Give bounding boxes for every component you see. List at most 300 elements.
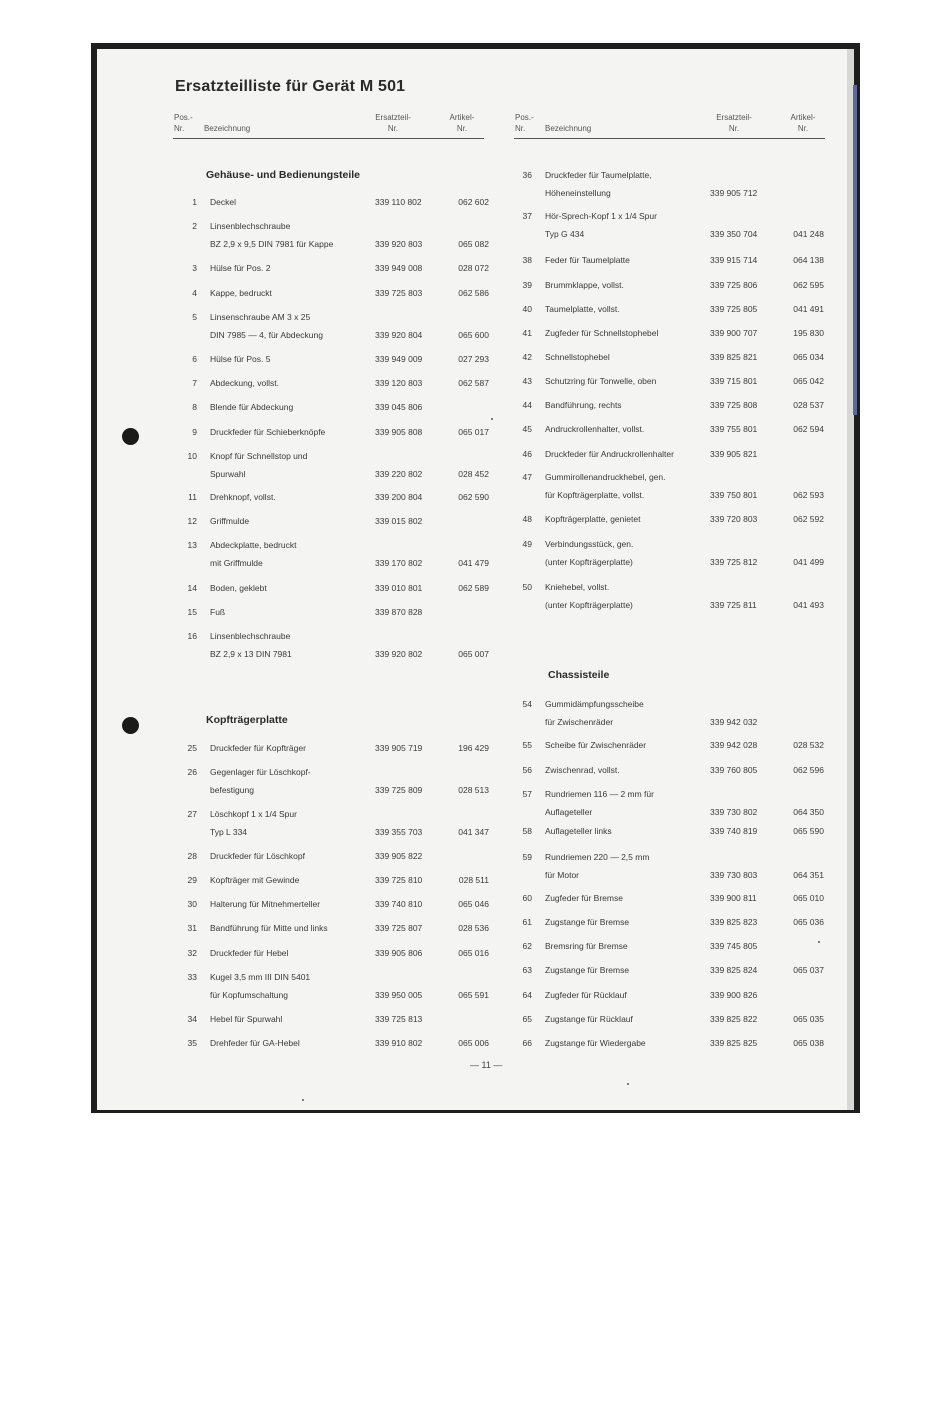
description-line: Fuß [210,607,226,617]
ersatzteil-number: 339 725 803 [375,288,423,298]
pos-number: 9 [192,427,197,437]
description-line: Hülse für Pos. 5 [210,354,271,364]
section-heading-gehaeuse: Gehäuse- und Bedienungsteile [206,169,361,181]
ersatzteil-number: 339 750 801 [710,489,758,500]
part-description [210,351,376,369]
ersatzteil-number: 339 725 807 [375,923,423,933]
part-description [210,513,376,531]
description-line: (unter Kopfträgerplatte) [545,599,633,610]
description-line: Zwischenrad, vollst. [545,765,620,775]
part-description [210,848,376,866]
description-line: mit Griffmulde [210,557,263,568]
ersatzteil-number: 339 825 822 [710,1014,758,1024]
description-line: Schnellstophebel [545,352,610,362]
header-artikel [442,112,482,134]
part-description [210,424,376,442]
part-description [545,252,711,270]
ersatzteil-number: 339 715 801 [710,376,758,386]
description-line: BZ 2,9 x 9,5 DIN 7981 für Kappe [210,238,334,249]
artikel-number: 065 082 [458,238,489,249]
description-line: Linsenblechschraube [210,221,291,231]
description-line: Zugfeder für Schnellstophebel [545,328,659,338]
description-line: Brummklappe, vollst. [545,280,624,290]
page-number: — 11 — [470,1060,503,1070]
pos-number: 12 [187,516,197,526]
description-line: Typ G 434 [545,228,585,239]
header-ers-line1: Ersatzteil- [375,113,411,122]
page-edge-strip [853,85,857,415]
part-description [545,849,711,884]
ersatzteil-number: 339 725 809 [375,784,423,795]
pos-number: 29 [187,875,197,885]
description-line: Hör-Sprech-Kopf 1 x 1/4 Spur [545,211,657,221]
ersatzteil-number: 339 900 811 [710,893,757,903]
ersatzteil-number: 339 725 806 [710,280,758,290]
pos-number: 64 [522,990,532,1000]
ersatzteil-number: 339 725 812 [710,556,758,567]
description-line: Boden, geklebt [210,583,267,593]
description-line: Bandführung, rechts [545,400,622,410]
artikel-number: 065 038 [793,1038,824,1048]
ersatzteil-number: 339 950 005 [375,989,423,1000]
pos-number: 43 [522,376,532,386]
artikel-number: 065 590 [793,826,824,836]
page-title: Ersatzteilliste für Gerät M 501 [175,78,406,95]
part-description [210,1011,376,1029]
artikel-number: 028 532 [793,740,824,750]
header-pos [174,112,196,134]
description-line: Taumelplatte, vollst. [545,304,620,314]
artikel-number: 064 351 [793,869,824,880]
ersatzteil-number: 339 825 821 [710,352,758,362]
ersatzteil-number: 339 910 802 [375,1038,423,1048]
artikel-number: 028 511 [458,875,489,885]
artikel-number: 064 350 [793,806,824,817]
description-line: Druckfeder für Kopfträger [210,743,306,753]
pos-number: 33 [187,972,197,982]
pos-number: 7 [192,378,197,388]
description-line: für Kopfträgerplatte, vollst. [545,489,645,500]
pos-number: 61 [522,917,532,927]
description-line: befestigung [210,784,254,795]
description-line: DIN 7985 — 4, für Abdeckung [210,329,323,340]
description-line: Knopf für Schnellstop und [210,451,308,461]
pos-number: 56 [522,765,532,775]
artikel-number: 065 007 [458,648,489,659]
ersatzteil-number: 339 905 808 [375,427,423,437]
pos-number: 35 [187,1038,197,1048]
part-description [210,580,376,598]
paper-speck [627,1083,629,1085]
part-description [210,537,376,572]
punch-hole-lower [122,717,139,734]
description-line: Kopfträgerplatte, genietet [545,514,641,524]
pos-number: 47 [522,472,532,482]
description-line: Spurwahl [210,468,246,479]
header-art-line2: Nr. [456,124,468,133]
part-description [545,914,711,932]
part-description [545,579,711,614]
ersatzteil-number: 339 730 802 [710,806,758,817]
description-line: Drehfeder für GA-Hebel [210,1038,300,1048]
part-description [210,375,376,393]
artikel-number: 041 499 [793,556,824,567]
part-description [545,696,711,731]
pos-number: 5 [192,312,197,322]
description-line: Zugstange für Bremse [545,917,630,927]
pos-number: 44 [522,400,532,410]
description-line: Zugstange für Rücklauf [545,1014,633,1024]
artikel-number: 062 593 [793,489,824,500]
section-heading-kopftraeger: Kopfträgerplatte [206,714,288,726]
pos-number: 16 [187,631,197,641]
artikel-number: 065 037 [793,965,824,975]
artikel-number: 041 248 [793,228,824,239]
description-line: Scheibe für Zwischenräder [545,740,647,750]
ersatzteil-number: 339 725 805 [710,304,758,314]
part-description [545,421,711,439]
ersatzteil-number: 339 900 826 [710,990,758,1000]
part-description [545,762,711,780]
artikel-number: 062 592 [793,514,824,524]
artikel-number: 065 006 [458,1038,489,1048]
artikel-number: 028 513 [458,784,489,795]
ersatzteil-number: 339 755 801 [710,424,758,434]
description-line: Zugstange für Bremse [545,965,630,975]
artikel-number: 065 034 [793,352,824,362]
description-line: Kugel 3,5 mm III DIN 5401 [210,972,311,982]
ersatzteil-number: 339 725 811 [710,599,757,610]
description-line: Abdeckung, vollst. [210,378,279,388]
ersatzteil-number: 339 942 032 [710,716,758,727]
ersatzteil-number: 339 942 028 [710,740,758,750]
artikel-number: 028 537 [793,400,824,410]
pos-number: 54 [522,699,532,709]
header-ersatzteil [373,112,413,134]
description-line: Bandführung für Mitte und links [210,923,328,933]
ersatzteil-number: 339 740 819 [710,826,758,836]
pos-number: 31 [187,923,197,933]
description-line: Schutzring für Tonwelle, oben [545,376,657,386]
header-art-line1: Artikel- [449,113,475,122]
description-line: Andruckrollenhalter, vollst. [545,424,645,434]
description-line: Drehknopf, vollst. [210,492,276,502]
pos-number: 3 [192,263,197,273]
part-description [545,469,711,504]
pos-number: 36 [522,170,532,180]
artikel-number: 062 595 [793,280,824,290]
description-line: Halterung für Mitnehmerteller [210,899,321,909]
part-description [210,764,376,799]
description-line: Druckfeder für Taumelplatte, [545,170,652,180]
description-line: Zugstange für Wiedergabe [545,1038,646,1048]
left-column-header [173,110,484,139]
pos-number: 45 [522,424,532,434]
part-description [545,737,711,755]
part-description [545,786,711,821]
header-art-line1: Artikel- [790,113,816,122]
description-line: Rundriemen 220 — 2,5 mm [545,852,650,862]
header-art-line2: Nr. [797,124,809,133]
pos-number: 15 [187,607,197,617]
description-line: Blende für Abdeckung [210,402,294,412]
paper-speck [491,418,493,420]
description-line: Typ L 334 [210,826,248,837]
artikel-number: 064 138 [793,255,824,265]
description-line: Druckfeder für Andruckrollenhalter [545,449,674,459]
part-description [545,938,711,956]
ersatzteil-number: 339 010 801 [375,583,423,593]
pos-number: 48 [522,514,532,524]
description-line: Linsenschraube AM 3 x 25 [210,312,311,322]
ersatzteil-number: 339 720 803 [710,514,758,524]
part-description [545,1011,711,1029]
artikel-number: 062 596 [793,765,824,775]
ersatzteil-number: 339 920 803 [375,238,423,249]
pos-number: 57 [522,789,532,799]
description-line: BZ 2,9 x 13 DIN 7981 [210,648,292,659]
ersatzteil-number: 339 949 009 [375,354,423,364]
part-description [210,628,376,663]
ersatzteil-number: 339 760 805 [710,765,758,775]
pos-number: 6 [192,354,197,364]
part-description [210,945,376,963]
part-description [545,823,711,841]
pos-number: 28 [187,851,197,861]
pos-number: 4 [192,288,197,298]
description-line: Auflageteller [545,806,593,817]
pos-number: 32 [187,948,197,958]
pos-number: 60 [522,893,532,903]
ersatzteil-number: 339 015 802 [375,516,423,526]
pos-number: 30 [187,899,197,909]
part-description [210,872,376,890]
artikel-number: 065 010 [793,893,824,903]
part-description [545,962,711,980]
pos-number: 40 [522,304,532,314]
artikel-number: 062 587 [458,378,489,388]
header-bezeichnung: Bezeichnung [545,124,592,133]
header-ers-line2: Nr. [387,124,399,133]
artikel-number: 065 036 [793,917,824,927]
header-ers-line1: Ersatzteil- [716,113,752,122]
ersatzteil-number: 339 949 008 [375,263,423,273]
part-description [545,987,711,1005]
artikel-number: 027 293 [458,354,489,364]
artikel-number: 196 429 [458,743,489,753]
pos-number: 37 [522,211,532,221]
description-line: für Kopfumschaltung [210,989,288,1000]
ersatzteil-number: 339 825 824 [710,965,758,975]
ersatzteil-number: 339 745 805 [710,941,758,951]
punch-hole-upper [122,428,139,445]
part-description [545,301,711,319]
artikel-number: 062 602 [458,197,489,207]
paper-speck [818,941,820,943]
artikel-number: 062 589 [458,583,489,593]
artikel-number: 065 035 [793,1014,824,1024]
pos-number: 50 [522,582,532,592]
ersatzteil-number: 339 170 802 [375,557,423,568]
header-pos-line2: Nr. [174,124,185,133]
ersatzteil-number: 339 870 828 [375,607,423,617]
header-bezeichnung: Bezeichnung [204,124,251,133]
part-description [210,489,376,507]
ersatzteil-number: 339 740 810 [375,899,423,909]
artikel-number: 065 046 [458,899,489,909]
pos-number: 27 [187,809,197,819]
header-artikel [783,112,823,134]
pos-number: 66 [522,1038,532,1048]
header-pos-line1: Pos.- [515,113,534,122]
description-line: Feder für Taumelplatte [545,255,630,265]
part-description [210,194,376,212]
artikel-number: 041 491 [793,304,824,314]
pos-number: 46 [522,449,532,459]
part-description [545,446,711,464]
ersatzteil-number: 339 725 810 [375,875,423,885]
artikel-number: 062 594 [793,424,824,434]
part-description [545,349,711,367]
part-description [210,896,376,914]
artikel-number: 065 591 [458,989,489,1000]
description-line: Griffmulde [210,516,250,526]
part-description [210,448,376,483]
pos-number: 10 [187,451,197,461]
part-description [545,511,711,529]
description-line: Zugfeder für Rücklauf [545,990,627,1000]
part-description [545,167,711,202]
ersatzteil-number: 339 920 804 [375,329,423,340]
pos-number: 2 [192,221,197,231]
ersatzteil-number: 339 905 719 [375,743,423,753]
ersatzteil-number: 339 905 806 [375,948,423,958]
ersatzteil-number: 339 905 821 [710,449,758,459]
pos-number: 49 [522,539,532,549]
part-description [210,1035,376,1053]
pos-number: 41 [522,328,532,338]
part-description [210,740,376,758]
artikel-number: 065 600 [458,329,489,340]
description-line: Verbindungsstück, gen. [545,539,634,549]
pos-number: 25 [187,743,197,753]
pos-number: 34 [187,1014,197,1024]
description-line: Gummirollenandruckhebel, gen. [545,472,666,482]
part-description [545,397,711,415]
description-line: Höheneinstellung [545,187,611,198]
pos-number: 39 [522,280,532,290]
artikel-number: 195 830 [793,328,824,338]
description-line: Linsenblechschraube [210,631,291,641]
part-description [545,373,711,391]
part-description [545,277,711,295]
description-line: Zugfeder für Bremse [545,893,623,903]
pos-number: 14 [187,583,197,593]
description-line: Deckel [210,197,236,207]
pos-number: 38 [522,255,532,265]
description-line: (unter Kopfträgerplatte) [545,556,633,567]
ersatzteil-number: 339 725 813 [375,1014,423,1024]
ersatzteil-number: 339 825 825 [710,1038,758,1048]
left-column [173,110,484,139]
description-line: für Zwischenräder [545,716,614,727]
description-line: für Motor [545,869,580,880]
pos-number: 42 [522,352,532,362]
part-description [210,920,376,938]
artikel-number: 065 042 [793,376,824,386]
part-description [210,260,376,278]
part-description [210,218,376,253]
part-description [210,399,376,417]
artikel-number: 041 493 [793,599,824,610]
ersatzteil-number: 339 900 707 [710,328,758,338]
ersatzteil-number: 339 905 822 [375,851,423,861]
artikel-number: 041 347 [458,826,489,837]
pos-number: 65 [522,1014,532,1024]
artikel-number: 065 017 [458,427,489,437]
header-ers-line2: Nr. [728,124,740,133]
part-description [545,536,711,571]
pos-number: 59 [522,852,532,862]
pos-number: 63 [522,965,532,975]
right-column-header [514,110,825,139]
description-line: Hülse für Pos. 2 [210,263,271,273]
part-description [210,806,376,841]
part-description [210,309,376,344]
header-pos-line2: Nr. [515,124,526,133]
ersatzteil-number: 339 350 704 [710,228,758,239]
ersatzteil-number: 339 915 714 [710,255,758,265]
part-description [210,604,376,622]
header-pos [515,112,537,134]
description-line: Gummidämpfungsscheibe [545,699,644,709]
part-description [545,890,711,908]
right-column [514,110,825,139]
ersatzteil-number: 339 725 808 [710,400,758,410]
description-line: Druckfeder für Hebel [210,948,289,958]
description-line: Kopfträger mit Gewinde [210,875,300,885]
description-line: Rundriemen 116 — 2 mm für [545,789,654,799]
pos-number: 1 [192,197,197,207]
ersatzteil-number: 339 920 802 [375,648,423,659]
paper-speck [302,1099,304,1101]
description-line: Hebel für Spurwahl [210,1014,283,1024]
ersatzteil-number: 339 200 804 [375,492,423,502]
pos-number: 8 [192,402,197,412]
part-description [210,285,376,303]
part-description [545,1035,711,1053]
artikel-number: 041 479 [458,557,489,568]
section-heading-chassis: Chassisteile [548,669,610,681]
description-line: Kappe, bedruckt [210,288,272,298]
artikel-number: 028 536 [458,923,489,933]
part-description [210,969,376,1004]
ersatzteil-number: 339 120 803 [375,378,423,388]
part-description [545,325,711,343]
ersatzteil-number: 339 045 806 [375,402,423,412]
description-line: Auflageteller links [545,826,612,836]
ersatzteil-number: 339 110 802 [375,197,422,207]
description-line: Bremsring für Bremse [545,941,628,951]
artikel-number: 062 590 [458,492,489,502]
ersatzteil-number: 339 905 712 [710,187,758,198]
artikel-number: 062 586 [458,288,489,298]
description-line: Löschkopf 1 x 1/4 Spur [210,809,297,819]
pos-number: 58 [522,826,532,836]
ersatzteil-number: 339 355 703 [375,826,423,837]
description-line: Gegenlager für Löschkopf- [210,767,311,777]
ersatzteil-number: 339 730 803 [710,869,758,880]
